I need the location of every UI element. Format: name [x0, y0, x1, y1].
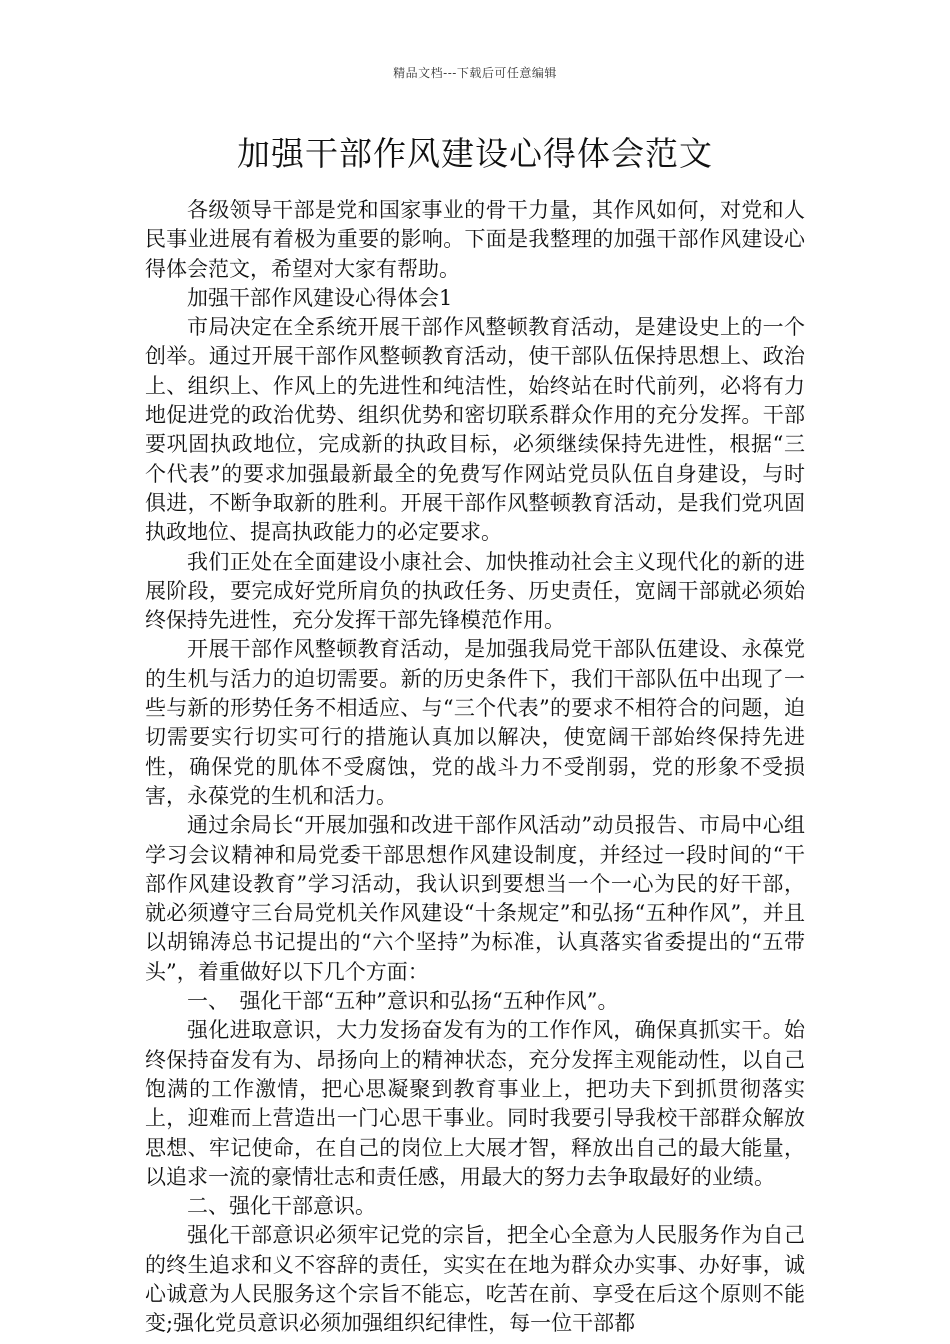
paragraph: 通过余局长“开展加强和改进干部作风活动”动员报告、市局中心组学习会议精神和局党委干部思想作风建设制度，并经过一段时间的“干部作风建设教育”学习活动，我认识到要想当一个一心为民的好干部，就必须遵守三台局党机关作风建设“十条规定”和弘扬“五种作风”，并且以胡锦涛总书记提出的“六个坚持”为标准，认真落实省委提出的“五带头”，着重做好以下几个方面：: [145, 813, 805, 984]
subsection-heading: 一、 强化干部“五种”意识和弘扬“五种作风”。: [187, 989, 619, 1014]
section-heading: 加强干部作风建设心得体会1: [187, 285, 453, 310]
paragraph: 强化进取意识，大力发扬奋发有为的工作作风，确保真抓实干。始终保持奋发有为、昂扬向上的精神状态，充分发挥主观能动性，以自己饱满的工作激情，把心思凝聚到教育事业上，把功夫下到抓贯彻落实上，迎难而上营造出一门心思干事业。同时我要引导我校干部群众解放思想、牢记使命，在自己的岗位上大展才智，释放出自己的最大能量，以追求一流的豪情壮志和责任感，用最大的努力去争取最好的业绩。: [145, 1018, 805, 1189]
subsection-heading: 二、强化干部意识。: [187, 1194, 376, 1219]
paragraph: 开展干部作风整顿教育活动，是加强我局党干部队伍建设、永葆党的生机与活力的迫切需要。新的历史条件下，我们干部队伍中出现了一些与新的形势任务不相适应、与“三个代表”的要求不相符合的问题，迫切需要实行切实可行的措施认真加以解决，使宽阔干部始终保持先进性，确保党的肌体不受腐蚀，党的战斗力不受削弱，党的形象不受损害，永葆党的生机和活力。: [145, 637, 805, 808]
paragraph: 我们正处在全面建设小康社会、加快推动社会主义现代化的新的进展阶段，要完成好党所肩负的执政任务、历史责任，宽阔干部就必须始终保持先进性，充分发挥干部先锋模范作用。: [145, 549, 805, 633]
paragraph: 强化干部意识必须牢记党的宗旨，把全心全意为人民服务作为自己的终生追求和义不容辞的责任，实实在在地为群众办实事、办好事，诚心诚意为人民服务这个宗旨不能忘，吃苦在前、享受在后这个原则不能变;强化党员意识必须加强组织纪律性，每一位干部都: [145, 1223, 805, 1336]
page-header-note: 精品文档---下载后可任意编辑: [393, 66, 557, 80]
paragraph-intro: 各级领导干部是党和国家事业的骨干力量，其作风如何，对党和人民事业进展有着极为重要的影响。下面是我整理的加强干部作风建设心得体会范文，希望对大家有帮助。: [145, 198, 805, 281]
document-body: [145, 196, 805, 1339]
paragraph: 市局决定在全系统开展干部作风整顿教育活动，是建设史上的一个创举。通过开展干部作风整顿教育活动，使干部队伍保持思想上、政治上、组织上、作风上的先进性和纯洁性，始终站在时代前列，必将有力地促进党的政治优势、组织优势和密切联系群众作用的充分发挥。干部要巩固执政地位，完成新的执政目标，必须继续保持先进性，根据“三个代表”的要求加强最新最全的免费写作网站党员队伍自身建设，与时俱进，不断争取新的胜利。开展干部作风整顿教育活动，是我们党巩固执政地位、提高执政能力的必定要求。: [145, 315, 805, 545]
document-title: 加强干部作风建设心得体会范文: [237, 134, 713, 173]
